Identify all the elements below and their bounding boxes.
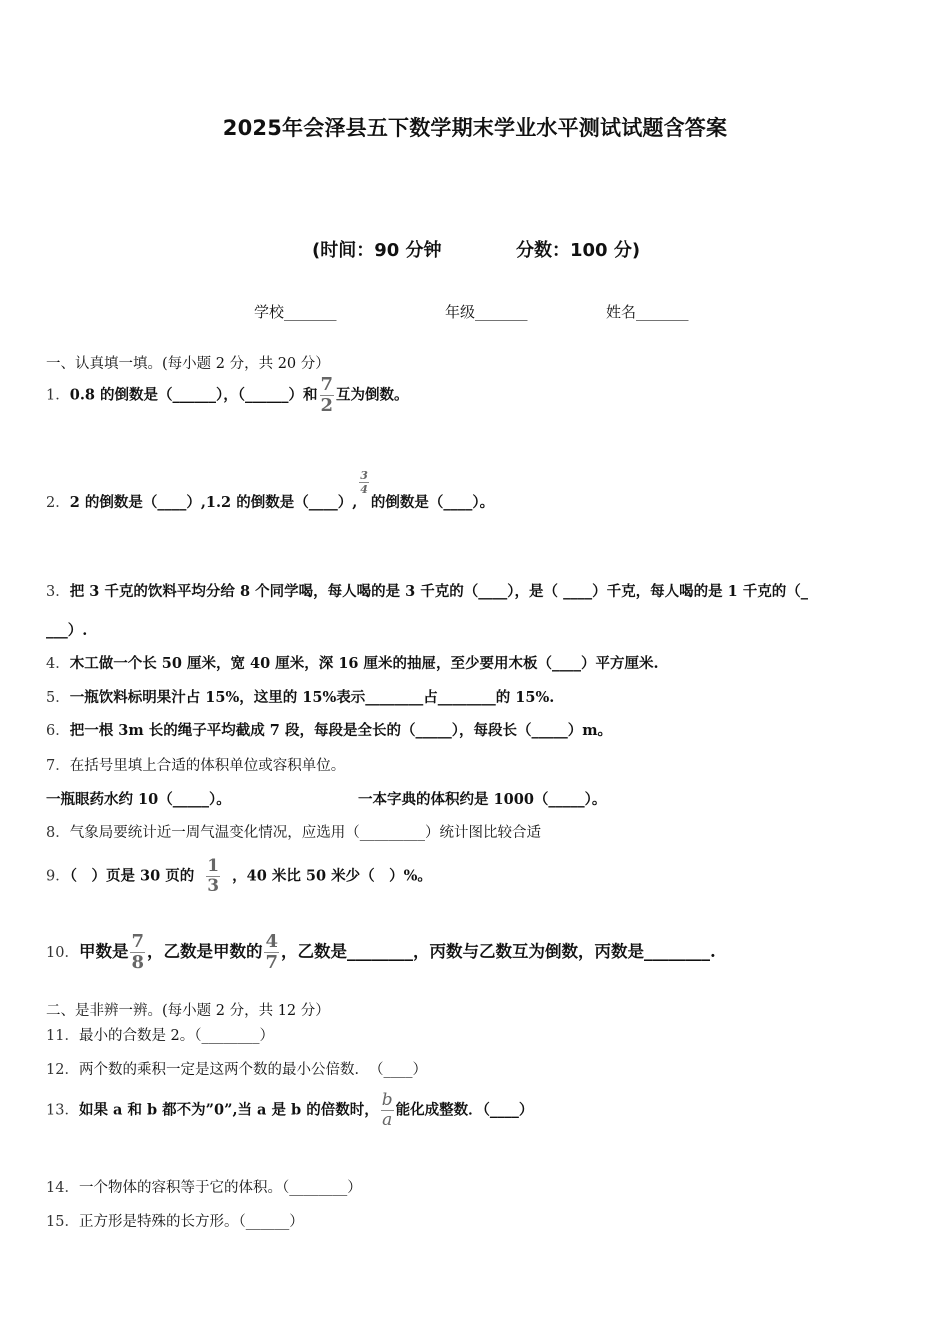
fraction-b-a: $\frac{b}{a}$ (381, 1090, 393, 1130)
question-9: 9．（ ）页是 30 页的 $\frac{1}{3}$ ，40 米比 50 米少（ ）%。 (46, 856, 432, 896)
section1-heading: 一、认真填一填。(每小题 2 分，共 20 分） (46, 356, 330, 372)
grade-field: 年级_______ (445, 303, 528, 321)
question-1: 1．0.8 的倒数是（______），（______）和 $\frac{7}{2}$ 互为倒数。 (46, 374, 409, 416)
fraction-7-2: $\frac{7}{2}$ (320, 374, 334, 416)
question-3-continued: ___）. (46, 622, 88, 639)
question-6: 6．把一根 3m 长的绳子平均截成 7 段，每段是全长的（_____），每段长（_____）m。 (46, 722, 613, 739)
fraction-7-8: $\frac{7}{8}$ (131, 931, 144, 973)
exam-score: 分数：100 分) (516, 240, 641, 261)
fraction-3-4: $\frac{3}{4}$ (360, 469, 368, 496)
question-4: 4．木工做一个长 50 厘米，宽 40 厘米，深 16 厘米的抽屉，至少要用木板（____）平方厘米. (46, 655, 659, 672)
question-3: 3．把 3 千克的饮料平均分给 8 个同学喝，每人喝的是 3 千克的（____），是（ ____）千克，每人喝的是 1 千克的（_ (46, 583, 809, 600)
fraction-4-7: $\frac{4}{7}$ (265, 931, 279, 973)
question-10: 10．甲数是 $\frac{7}{8}$ ，乙数是甲数的 $\frac{4}{7}$ ，乙数是________，丙数与乙数互为倒数，丙数是________. (46, 931, 716, 973)
name-field: 姓名_______ (606, 303, 689, 321)
question-15: 15．正方形是特殊的长方形。（______） (46, 1214, 304, 1230)
question-7-part-b: 一本字典的体积约是 1000（_____）。 (358, 791, 607, 808)
school-field: 学校_______ (254, 303, 337, 321)
question-12: 12．两个数的乘积一定是这两个数的最小公倍数． （____） (46, 1062, 427, 1078)
question-13: 13．如果 a 和 b 都不为”0”,当 a 是 b 的倍数时， $\frac{b}{a}$ 能化成整数．（____） (46, 1090, 534, 1130)
question-11: 11．最小的合数是 2。（________） (46, 1028, 275, 1044)
question-8: 8．气象局要统计近一周气温变化情况，应选用（_________）统计图比较合适 (46, 825, 541, 841)
question-7-part-a: 一瓶眼药水约 10（_____）。 (46, 791, 231, 808)
fraction-1-3: $\frac{1}{3}$ (207, 856, 220, 896)
exam-time: (时间：90 分钟 (312, 240, 442, 261)
question-7: 7．在括号里填上合适的体积单位或容积单位。 (46, 758, 346, 774)
page-title: 2025年会泽县五下数学期末学业水平测试试题含答案 (222, 116, 728, 140)
section2-heading: 二、是非辨一辨。(每小题 2 分，共 12 分） (46, 1003, 330, 1019)
question-2: 2．2 的倒数是（____）,1.2 的倒数是（____）, $\frac{3}{4}$ 的倒数是（____）。 (46, 469, 495, 511)
question-5: 5．一瓶饮料标明果汁占 15%，这里的 15%表示________占________的 15%. (46, 689, 555, 706)
question-14: 14．一个物体的容积等于它的体积。（________） (46, 1180, 362, 1196)
